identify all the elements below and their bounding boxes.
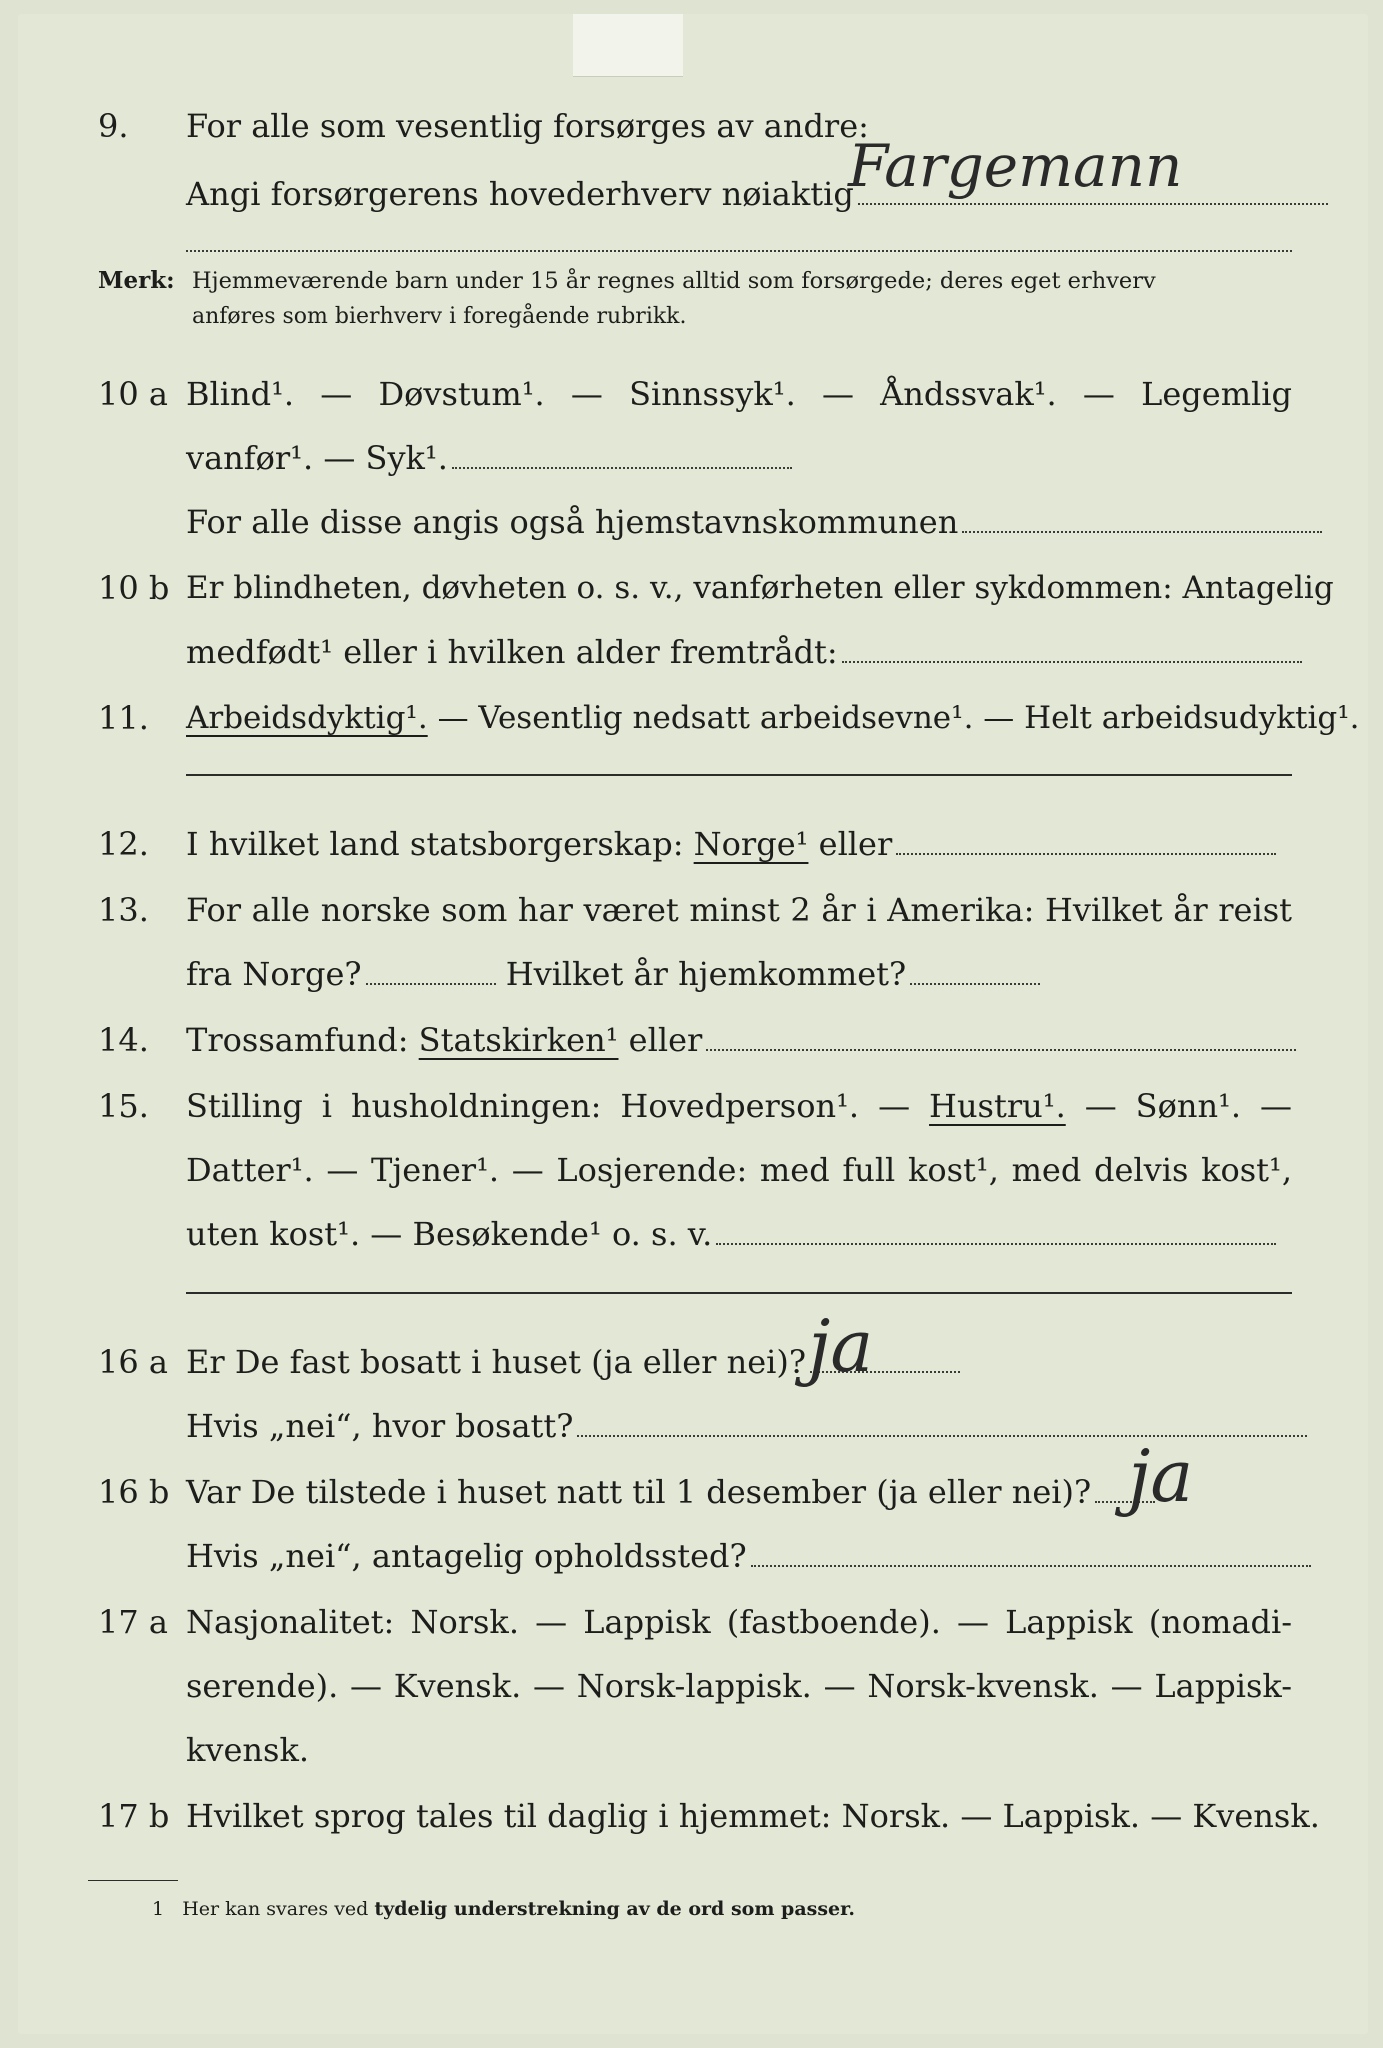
q11-line [18, 688, 1368, 748]
q14-tail: eller [628, 1021, 703, 1059]
q10a-text-1: Blind¹. — Døvstum¹. — Sinnssyk¹. — Åndssvak¹. — Legemlig [186, 375, 1292, 413]
q10a-hjemstavn-field[interactable] [962, 531, 1322, 533]
q17a-number: 17 a [98, 1603, 168, 1641]
q16a-line1 [18, 1332, 1368, 1392]
q9-handwritten-answer: Fargemann [848, 132, 1183, 200]
q9-extra-line [186, 250, 1292, 252]
q13-text-2b: Hvilket år hjemkommet? [505, 955, 907, 993]
footnote-mark: 1 [152, 1898, 165, 1920]
q14-text: Trossamfund: [186, 1021, 409, 1059]
q12-line [18, 814, 1368, 874]
q17b-line [18, 1786, 1368, 1846]
merk-text-1: Hjemmeværende barn under 15 år regnes alltid som forsørgede; deres eget erhverv [192, 268, 1156, 294]
q16a-handwritten-answer: ja [808, 1304, 874, 1388]
q17a-text-1: Nasjonalitet: Norsk. — Lappisk (fastboende). — Lappisk (nomadi- [186, 1603, 1292, 1641]
q10b-line2 [18, 622, 1368, 682]
q16b-line2 [18, 1526, 1368, 1586]
q9-text-1: For alle som vesentlig forsørges av andre: [186, 107, 869, 145]
q10b-line1 [18, 558, 1368, 618]
footnote-rule [88, 1880, 178, 1881]
q12-tail: eller [818, 825, 893, 863]
q13-line1 [18, 880, 1368, 940]
merk-label: Merk: [98, 267, 175, 294]
q10a-text-3: For alle disse angis også hjemstavnskommunen [186, 503, 959, 541]
q9-number: 9. [98, 107, 129, 145]
q13-number: 13. [98, 891, 149, 929]
q15-text-2: Datter¹. — Tjener¹. — Losjerende: med full kost¹, med delvis kost¹, [186, 1151, 1292, 1189]
q17b-number: 17 b [98, 1797, 170, 1835]
q9-text-2: Angi forsørgerens hovederhverv nøiaktig [186, 175, 854, 213]
q16a-bosatt-field[interactable] [577, 1435, 1307, 1437]
q16a-text-2: Hvis „nei“, hvor bosatt? [186, 1407, 574, 1445]
q10b-text-1: Er blindheten, døvheten o. s. v., vanførheten eller sykdommen: Antagelig [186, 570, 1334, 606]
q17a-line3 [18, 1720, 1368, 1780]
q15-text-1b: — Sønn¹. — [1084, 1087, 1293, 1125]
q12-number: 12. [98, 825, 149, 863]
q16a-number: 16 a [98, 1343, 168, 1381]
q12-text: I hvilket land statsborgerskap: [186, 825, 684, 863]
q12-option-norge: Norge¹ [693, 825, 809, 863]
q16b-handwritten-answer: ja [1128, 1434, 1194, 1518]
footnote-bold-text: tydelig understrekning av de ord som passer. [374, 1898, 855, 1920]
q10b-number: 10 b [98, 569, 170, 607]
q10a-field-1[interactable] [452, 467, 792, 469]
q10b-field[interactable] [842, 661, 1302, 663]
q17a-line1 [18, 1592, 1368, 1652]
footnote [152, 1892, 855, 1926]
q10a-text-2: vanfør¹. — Syk¹. [186, 439, 448, 477]
q16b-number: 16 b [98, 1473, 170, 1511]
q10a-line2 [18, 428, 1368, 488]
q14-number: 14. [98, 1021, 149, 1059]
q14-line [18, 1010, 1368, 1070]
q15-line2 [18, 1140, 1368, 1200]
footnote-text: Her kan svares ved [182, 1898, 369, 1920]
q15-field[interactable] [716, 1243, 1276, 1245]
q16b-opholdssted-field[interactable] [751, 1565, 1311, 1567]
q11-text: — Vesentlig nedsatt arbeidsevne¹. — Helt arbeidsudyktig¹. [437, 700, 1360, 736]
q10b-text-2: medfødt¹ eller i hvilken alder fremtrådt: [186, 633, 838, 671]
q13-text-1: For alle norske som har været minst 2 år i Amerika: Hvilket år reist [186, 891, 1292, 929]
q16a-text-1: Er De fast bosatt i huset (ja eller nei)? [186, 1343, 807, 1381]
q12-field[interactable] [896, 853, 1276, 855]
q14-field[interactable] [706, 1049, 1296, 1051]
q16b-text-1: Var De tilstede i huset natt til 1 desember (ja eller nei)? [186, 1473, 1092, 1511]
paper-tab [573, 14, 683, 77]
q15-option-hustru: Hustru¹. [929, 1087, 1066, 1125]
q17b-text: Hvilket sprog tales til daglig i hjemmet: Norsk. — Lappisk. — Kvensk. [186, 1797, 1320, 1835]
q13-text-2a: fra Norge? [186, 955, 362, 993]
q15-extra-line [186, 1292, 1292, 1294]
q13-hjemkommet-field[interactable] [910, 983, 1040, 985]
q15-line1 [18, 1076, 1368, 1136]
q15-number: 15. [98, 1087, 149, 1125]
q9-answer-field[interactable] [858, 203, 1328, 205]
q17a-line2 [18, 1656, 1368, 1716]
q11-extra-line [186, 774, 1292, 776]
q10a-number: 10 a [98, 375, 168, 413]
q17a-text-2: serende). — Kvensk. — Norsk-lappisk. — Norsk-kvensk. — Lappisk- [186, 1667, 1292, 1705]
q13-reist-field[interactable] [366, 983, 496, 985]
q13-line2 [18, 944, 1368, 1004]
q14-option-statskirken: Statskirken¹ [418, 1021, 619, 1059]
q17a-text-3: kvensk. [186, 1731, 309, 1769]
q11-number: 11. [98, 699, 149, 737]
q15-text-3: uten kost¹. — Besøkende¹ o. s. v. [186, 1215, 713, 1253]
q15-line3 [18, 1204, 1368, 1264]
q16b-text-2: Hvis „nei“, antagelig opholdssted? [186, 1537, 747, 1575]
q10a-line1 [18, 364, 1368, 424]
q15-text-1a: Stilling i husholdningen: Hovedperson¹. — [186, 1087, 911, 1125]
merk-text-2: anføres som bierhverv i foregående rubrikk. [192, 304, 687, 329]
census-form-page [18, 14, 1368, 2034]
q10a-line3 [18, 492, 1368, 552]
q11-option-arbeidsdyktig: Arbeidsdyktig¹. [186, 700, 428, 736]
